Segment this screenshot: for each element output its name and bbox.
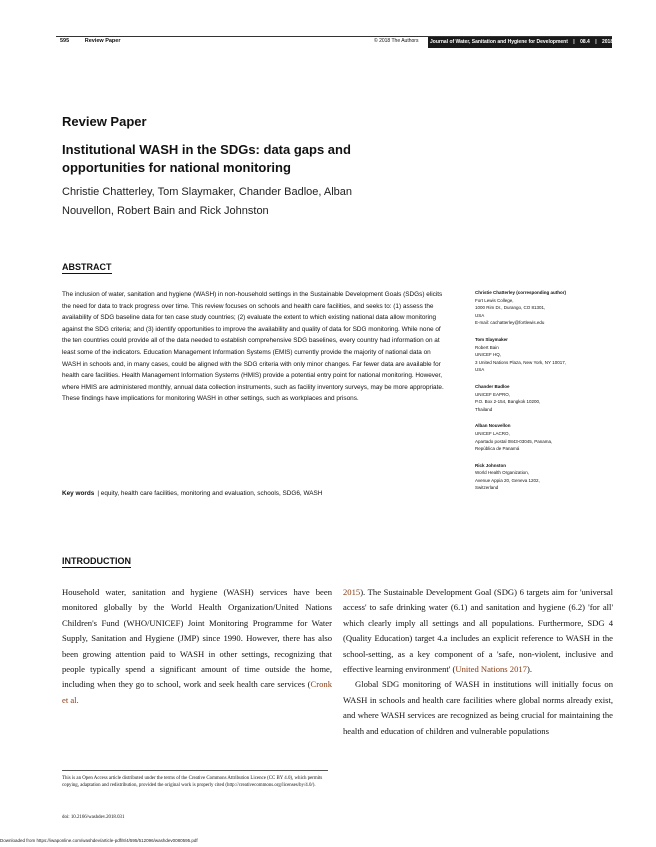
header-journal-box: Journal of Water, Sanitation and Hygiene for Development | 08.4 | 2018 — [428, 37, 612, 48]
citation-link[interactable]: Cronk et al. — [62, 679, 332, 705]
intro-paragraph-2: Global SDG monitoring of WASH in institutions will initially focus on WASH in schools and health care facilities where global norms already exist, and where WASH services are recognized as being crucial for maintaining the health and education of children and vulnerable populations — [343, 679, 613, 736]
header-copyright: © 2018 The Authors — [374, 38, 419, 44]
introduction-heading: INTRODUCTION — [62, 556, 131, 566]
header-year: 2018 — [602, 39, 614, 45]
affiliation-name: Alban Nouvellon — [475, 423, 511, 429]
article-title: Institutional WASH in the SDGs: data gaps and opportunities for national monitoring — [62, 142, 351, 175]
citation-link[interactable]: United Nations 2017 — [455, 664, 527, 675]
abstract-text: The inclusion of water, sanitation and hygiene (WASH) in non-household settings in the Sustainable Development Goals (SDGs) elicits the need for data to track progress over time. This review focuses on schools and health care facilities, and seeks to: (1) assess the availability of SDG baseline data for ten case study countries; (2) evaluate the extent to which existing national data allow monitoring against the SDG criteria; and (3) identify opportunities to improve the availability and quality of data for SDG monitoring. While none of the ten countries could provide all of the data needed to establish comprehensive SDG baselines, every country had information on at least some of the indicators. Education Management Information Systems (EMIS) currently provide the majority of national data on WASH in schools and, in many cases, could be aligned with the SDG criteria with only minor changes. Far fewer data are available for health care facilities. Health Management Information Systems (HMIS) provide a potential entry point for national monitoring. However, where HMIS are administered monthly, annual data collection instruments, such as facility inventory surveys, may be more appropriate. These findings have implications for monitoring WASH in other settings, such as workplaces and prisons. — [62, 291, 444, 403]
affiliation-line: UNICEF HQ, — [475, 352, 502, 358]
keywords-list: | equity, health care facilities, monitoring and evaluation, schools, SDG6, WASH — [97, 490, 323, 497]
doi: doi: 10.2166/washdev.2018.031 — [62, 815, 125, 820]
affiliation-name: Rick Johnston — [475, 462, 507, 468]
article-type-label: Review Paper — [62, 114, 147, 129]
affiliation-line: 1000 Rim Dr., Durango, CO 81301, — [475, 305, 546, 311]
license-footnote: This is an Open Access article distributed under the terms of the Creative Commons Attribution Licence (CC BY 4.0), which permits copying, adaptation and redistribution, provided the original work is properly cited (http://creativecommons.org/licenses/by/4.0/). — [62, 770, 328, 790]
affiliation-block — [475, 289, 610, 327]
affiliation-block — [475, 422, 610, 452]
affiliation-name: Chander Badloe — [475, 383, 510, 389]
page-number: 595 — [60, 38, 70, 44]
keywords — [62, 489, 450, 499]
intro-column-right — [343, 585, 613, 739]
affiliation-line: Fort Lewis College, — [475, 297, 514, 303]
affiliation-line: E-mail: cachatterley@fortlewis.edu — [475, 320, 545, 326]
affiliation-line: Apartado postal 0843-03045, Panama, — [475, 438, 553, 444]
intro-paragraph-1-cont: 2015). The Sustainable Development Goal (SDG) 6 targets aim for 'universal access' to safe drinking water (6.1) and sanitation and hygiene (6.2) 'for all' which clearly imply all settings and all populations. Furthermore, SDG 4 (Quality Education) target 4.a includes an explicit reference to WASH in the school-setting, as a key component of a 'safe, non-violent, inclusive and effective learning environment' (United Nations 2017). — [343, 587, 613, 675]
affiliation-line: 3 United Nations Plaza, New York, NY 10017, — [475, 359, 566, 365]
affiliation-block — [475, 336, 610, 374]
download-line: Downloaded from https://iwaponline.com/washdev/article-pdf/8/4/595/512096/washdev0080595.pdf — [0, 838, 198, 843]
affiliation-line: UNICEF EAPRO, — [475, 391, 511, 397]
header-journal: Journal of Water, Sanitation and Hygiene for Development — [430, 39, 568, 45]
abstract-heading: ABSTRACT — [62, 262, 112, 272]
author-list: Christie Chatterley, Tom Slaymaker, Chander Badloe, Alban Nouvellon, Robert Bain and Rick Johnston — [62, 186, 353, 217]
affiliation-line: USA — [475, 312, 485, 318]
affiliation-line: World Health Organization, — [475, 470, 529, 476]
intro-column-left — [62, 585, 332, 708]
affiliation-line: P.O. Box 2-154, Bangkok 10200, — [475, 399, 541, 405]
affiliation-block — [475, 462, 610, 492]
affiliations — [475, 289, 610, 501]
affiliation-line: República de Panamá — [475, 446, 520, 452]
abstract-body — [62, 289, 450, 405]
running-header — [56, 36, 612, 48]
header-section-label: Review Paper — [84, 38, 121, 44]
header-issue: 08.4 — [580, 39, 590, 45]
affiliation-line: Thailand — [475, 406, 493, 412]
citation-link[interactable]: 2015 — [343, 587, 361, 597]
keywords-label: Key words — [62, 490, 95, 497]
affiliation-name: Tom Slaymaker — [475, 336, 508, 342]
affiliation-line: Switzerland — [475, 485, 499, 491]
affiliation-line: Avenue Appia 20, Geneva 1202, — [475, 477, 540, 483]
header-left — [60, 38, 135, 44]
affiliation-block — [475, 383, 610, 413]
affiliation-line: USA — [475, 367, 485, 373]
intro-paragraph-1: Household water, sanitation and hygiene (WASH) services have been monitored globally by the World Health Organization/United Nations Children's Fund (WHO/UNICEF) Joint Monitoring Programme for Water Supply, Sanitation and Hygiene (JMP) since 1990. However, there has also been growing attention paid to WASH in other settings, recognizing that people typically spend a significant amount of time outside the home, including when they go to school, work and seek health care services (Cronk et al. — [62, 587, 332, 705]
affiliation-line: UNICEF LACRO, — [475, 430, 510, 436]
affiliation-name: Christie Chatterley (corresponding author) — [475, 290, 567, 295]
affiliation-line: Robert Bain — [475, 344, 499, 350]
